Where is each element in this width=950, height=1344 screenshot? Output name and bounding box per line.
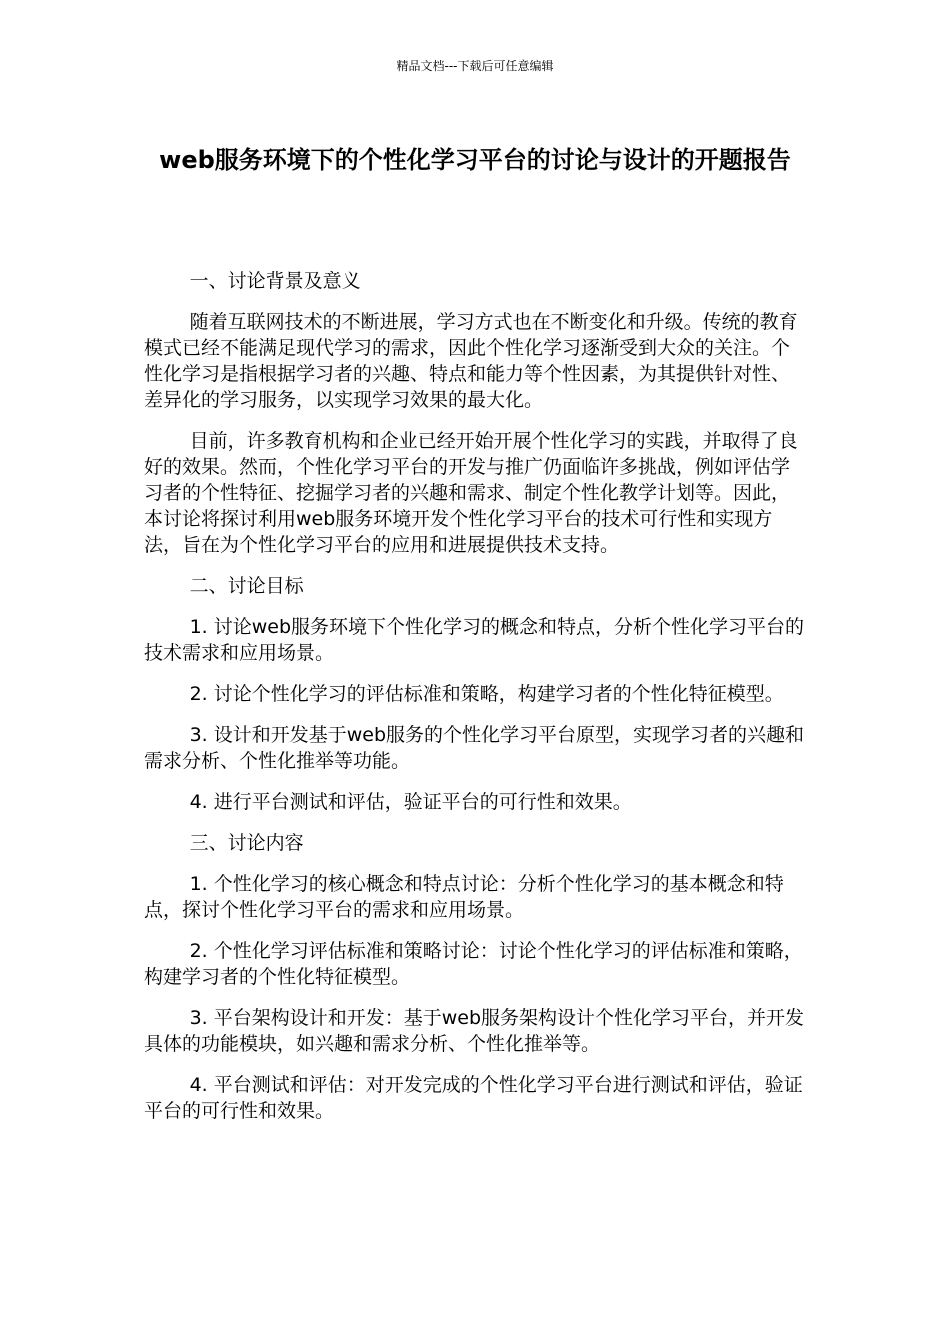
section-heading-content: 三、讨论内容 <box>189 832 304 854</box>
goal-item: 4. 进行平台测试和评估，验证平台的可行性和效果。 <box>189 791 632 813</box>
content-item: 1. 个性化学习的核心概念和特点讨论：分析个性化学习的基本概念和特点，探讨个性化学习平台的需求和应用场景。 <box>144 873 784 921</box>
paragraph: 目前，许多教育机构和企业已经开始开展个性化学习的实践，并取得了良好的效果。然而，个性化学习平台的开发与推广仍面临许多挑战，例如评估学习者的个性特征、挖掘学习者的兴趣和需求、制定个性化教学计划等。因此，本讨论将探讨利用web服务环境开发个性化学习平台的技术可行性和实现方法，旨在为个性化学习平台的应用和进展提供技术支持。 <box>144 430 798 556</box>
content-item: 4. 平台测试和评估：对开发完成的个性化学习平台进行测试和评估，验证平台的可行性和效果。 <box>144 1074 803 1122</box>
document-title: web服务环境下的个性化学习平台的讨论与设计的开题报告 <box>159 146 791 174</box>
section-heading-background: 一、讨论背景及意义 <box>189 270 361 292</box>
goal-item: 1. 讨论web服务环境下个性化学习的概念和特点，分析个性化学习平台的技术需求和应用场景。 <box>144 616 805 664</box>
goal-item: 3. 设计和开发基于web服务的个性化学习平台原型，实现学习者的兴趣和需求分析、个性化推举等功能。 <box>144 724 805 772</box>
section-heading-goals: 二、讨论目标 <box>189 575 304 597</box>
document-body <box>144 268 808 1139</box>
content-item: 2. 个性化学习评估标准和策略讨论：讨论个性化学习的评估标准和策略，构建学习者的个性化特征模型。 <box>144 940 803 988</box>
goal-item: 2. 讨论个性化学习的评估标准和策略，构建学习者的个性化特征模型。 <box>189 683 784 705</box>
content-item: 3. 平台架构设计和开发：基于web服务架构设计个性化学习平台，并开发具体的功能模块，如兴趣和需求分析、个性化推举等。 <box>144 1007 805 1055</box>
page-header: 精品文档---下载后可任意编辑 <box>396 59 554 73</box>
paragraph: 随着互联网技术的不断进展，学习方式也在不断变化和升级。传统的教育模式已经不能满足现代学习的需求，因此个性化学习逐渐受到大众的关注。个性化学习是指根据学习者的兴趣、特点和能力等个性因素，为其提供针对性、差异化的学习服务，以实现学习效果的最大化。 <box>144 311 798 411</box>
